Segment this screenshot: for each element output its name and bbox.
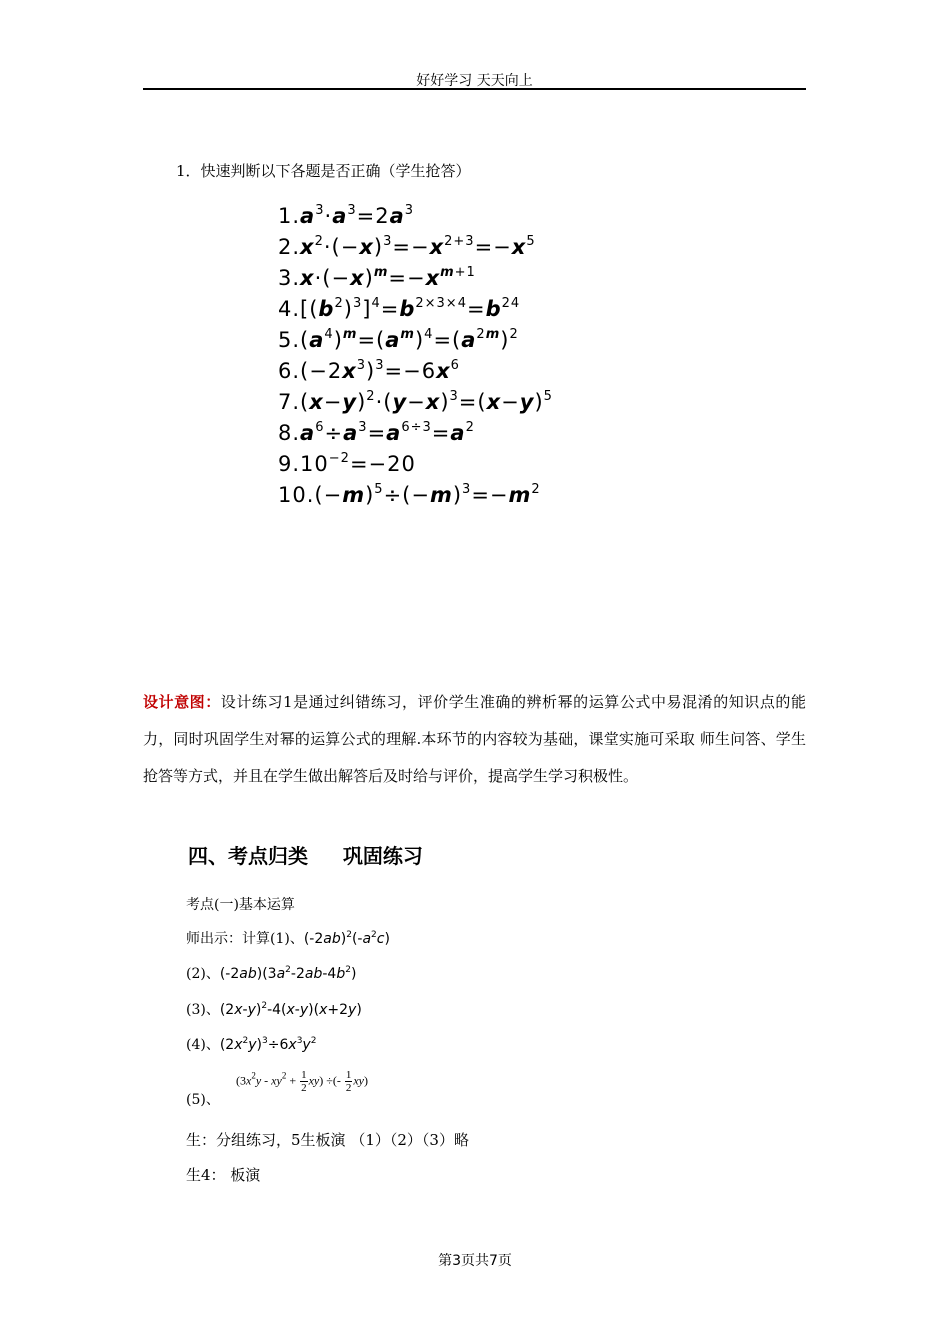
exam-point-title: 考点(一)基本运算 xyxy=(186,897,295,913)
student-group-note: 生：分组练习，5生板演 （1）（2）（3）略 xyxy=(186,1131,469,1149)
exercise-4-prefix: (4)、 xyxy=(186,1037,220,1053)
page-header: 好好学习 天天向上 xyxy=(416,73,533,89)
exercise-3: (3)、$(2x-y)^2-4(x-y)(x+2y)$ xyxy=(186,1001,362,1018)
design-intent-paragraph xyxy=(143,684,806,795)
student-4-note: 生4： 板演 xyxy=(186,1166,261,1184)
formula-4: $4.[(b^2)^3]^4=b^{2\times 3\times 4}=b^{24}$ xyxy=(278,296,521,321)
formula-9: $9.10^{-2}=-20$ xyxy=(278,451,416,476)
exercise-2-prefix: (2)、 xyxy=(186,966,220,982)
header-divider xyxy=(143,88,806,90)
formula-2: $2.x^2\cdot(-x)^3=-x^{2+3}=-x^5$ xyxy=(278,234,536,259)
question-1-title: 1．快速判断以下各题是否正确（学生抢答） xyxy=(176,162,471,180)
exercise-1: 师出示：计算(1)、$(-2ab)^2(-a^2c)$ xyxy=(186,930,390,947)
formula-3: $3.x\cdot(-x)^m=-x^{m+1}$ xyxy=(278,265,476,290)
formula-6: $6.(-2x^3)^3=-6x^6$ xyxy=(278,358,460,383)
formula-5: $5.(a^4)^m=(a^m)^4=(a^{2m})^2$ xyxy=(278,327,519,352)
formula-10: $10.(-m)^5\div(-m)^3=-m^2$ xyxy=(278,482,541,507)
exercise-3-prefix: (3)、 xyxy=(186,1002,220,1018)
formula-list xyxy=(278,201,553,511)
page-number: 第3页共7页 xyxy=(438,1253,512,1269)
exercise-1-prefix: 师出示：计算(1)、 xyxy=(186,931,304,947)
design-intent-text: 设计练习1是通过纠错练习，评价学生准确的辨析幂的运算公式中易混淆的知识点的能力，同时巩固学生对幂的运算公式的理解.本环节的内容较为基础，课堂实施可采取 师生问答、学生抢答等方式，并且在学生做出解答后及时给与评价，提高学生学习积极性。 xyxy=(143,693,806,785)
formula-1: $1.a^3\cdot a^3=2a^3$ xyxy=(278,203,415,228)
section-4-heading: 四、考点归类 巩固练习 xyxy=(188,844,423,868)
design-intent-label: 设计意图： xyxy=(143,693,221,711)
formula-7: $7.(x-y)^2\cdot(y-x)^3=(x-y)^5$ xyxy=(278,389,553,414)
exercise-5-expression: ($3x^2y - xy^2$ + $\frac{1}{2}$ xy) ÷(- $\frac{1}{2}$ xy) xyxy=(236,1069,368,1094)
exercise-2: (2)、$(-2ab)(3a^2-2ab-4b^2)$ xyxy=(186,965,357,982)
exercise-4: (4)、$(2x^2y)^3\div 6x^3y^2$ xyxy=(186,1036,317,1053)
exercise-5-prefix: (5)、 xyxy=(186,1092,220,1108)
formula-8: $8.a^6\div a^3=a^{6\div 3}=a^2$ xyxy=(278,420,475,445)
